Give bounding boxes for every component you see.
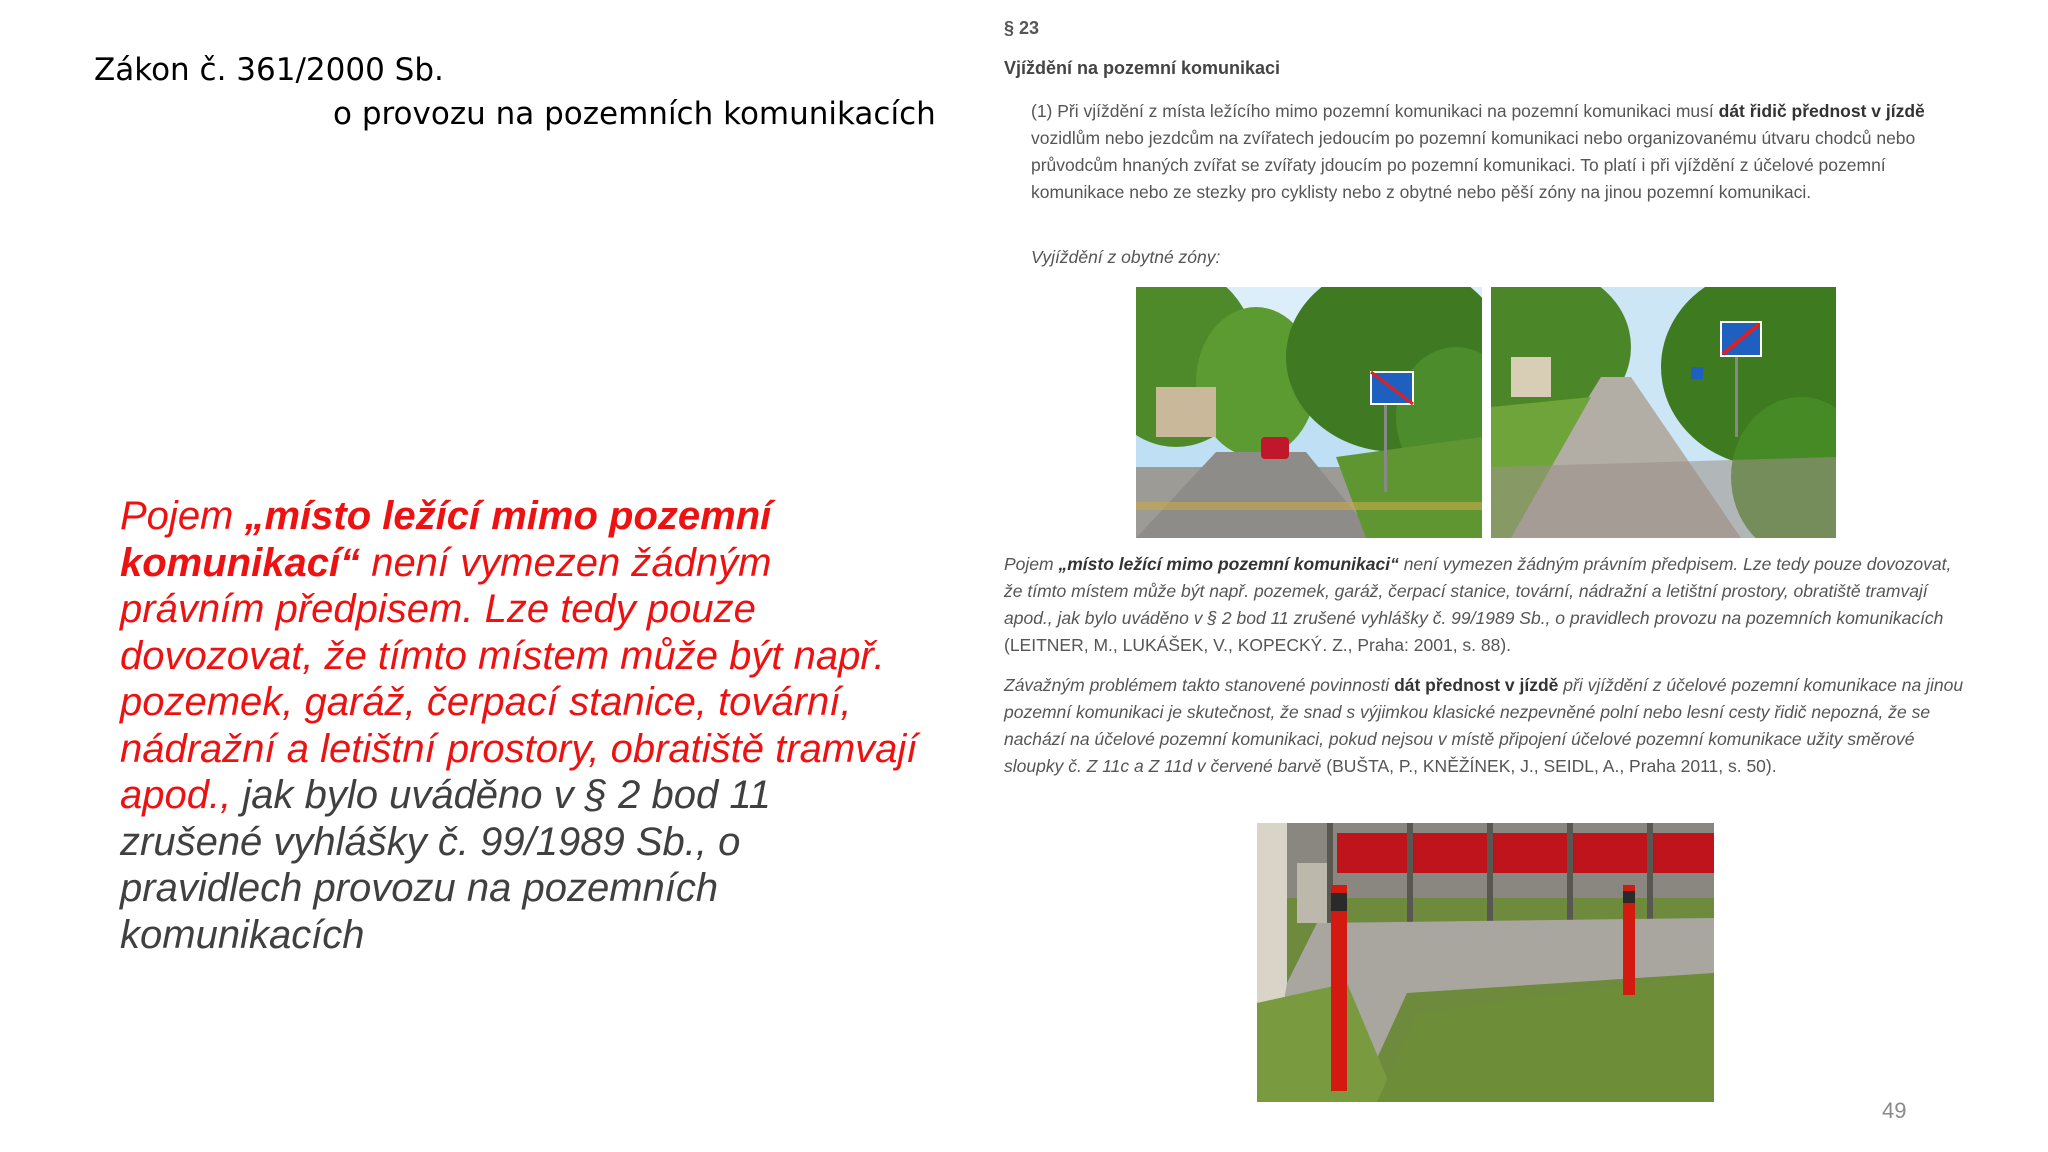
law-title: Zákon č. 361/2000 Sb.: [94, 52, 444, 88]
par1-text-c: vozidlům nebo jezdcům na zvířatech jedoucím po pozemní komunikaci nebo organizovanému útvaru chodců nebo průvodcům hnaných zvířat se zvířaty jdoucím po pozemní komunikaci. To platí i při vjíždění z účelové pozemní komunikace nebo ze stezky pro cyklisty nebo z obytné nebo pěší zóny na jinou pozemní komunikaci.: [1031, 128, 1916, 202]
paragraph-2: [1004, 551, 1969, 659]
photo-residential-zone-exit-1: [1136, 287, 1482, 538]
par2-citation: (LEITNER, M., LUKÁŠEK, V., KOPECKÝ. Z., Praha: 2001, s. 88).: [1004, 635, 1512, 655]
paragraph-3: [1004, 672, 1969, 780]
paragraph-1: [1031, 98, 1956, 206]
par3-citation: (BUŠTA, P., KNĚŽÍNEK, J., SEIDL, A., Praha 2011, s. 50).: [1321, 756, 1777, 776]
photo-red-delineator-posts: [1257, 823, 1714, 1102]
par1-bold: dát řidič přednost v jízdě: [1718, 101, 1925, 121]
quote-part-3: není vymezen žádným právním předpisem. Lze tedy pouze dovozovat, že tímto místem může být např. pozemek, garáž, čerpací stanice, tovární, nádražní a letištní prostory, obratiště tramvají apod.,: [120, 540, 918, 817]
par1-text-a: (1) Při vjíždění z místa ležícího mimo pozemní komunikaci na pozemní komunikaci musí: [1031, 101, 1719, 121]
par2-bold: „místo ležící mimo pozemní komunikaci“: [1058, 554, 1399, 574]
par2-text-a: Pojem: [1004, 554, 1059, 574]
page-number: 49: [1882, 1098, 1907, 1123]
quote-part-1: Pojem: [120, 494, 245, 538]
photo-caption: Vyjíždění z obytné zóny:: [1031, 247, 1221, 267]
photo-residential-zone-exit-2: [1491, 287, 1836, 538]
quote-term: „místo ležící mimo pozemní komunikací“: [120, 494, 772, 585]
par3-text-a: Závažným problémem takto stanovené povinnosti: [1004, 675, 1395, 695]
par2-text-c: není vymezen žádným právním předpisem. Lze tedy pouze dovozovat, že tímto místem může být např. pozemek, garáž, čerpací stanice, tovární, nádražní a letištní prostory, obratiště tramvají apod., jak bylo uváděno v § 2 bod 11 zrušené vyhlášky č. 99/1989 Sb., o pravidlech provozu na pozemních komunikacích: [1004, 554, 1952, 628]
law-subtitle: o provozu na pozemních komunikacích: [333, 96, 936, 132]
section-title: Vjíždění na pozemní komunikaci: [1004, 58, 1281, 78]
quote-part-4: jak bylo uváděno v § 2 bod 11 zrušené vyhlášky č. 99/1989 Sb., o pravidlech provozu na pozemních komunikacích: [120, 773, 771, 957]
par3-bold: dát přednost v jízdě: [1394, 675, 1559, 695]
definition-quote: [120, 493, 920, 958]
section-number: § 23: [1004, 18, 1040, 38]
par3-text-c: při vjíždění z účelové pozemní komunikace na jinou pozemní komunikaci je skutečnost, že snad s výjimkou klasické nezpevněné polní nebo lesní cesty řidič nepozná, že se nachází na účelové pozemní komunikaci, pokud nejsou v místě připojení účelové pozemní komunikace užity směrové sloupky č. Z 11c a Z 11d v červené barvě: [1004, 675, 1964, 776]
